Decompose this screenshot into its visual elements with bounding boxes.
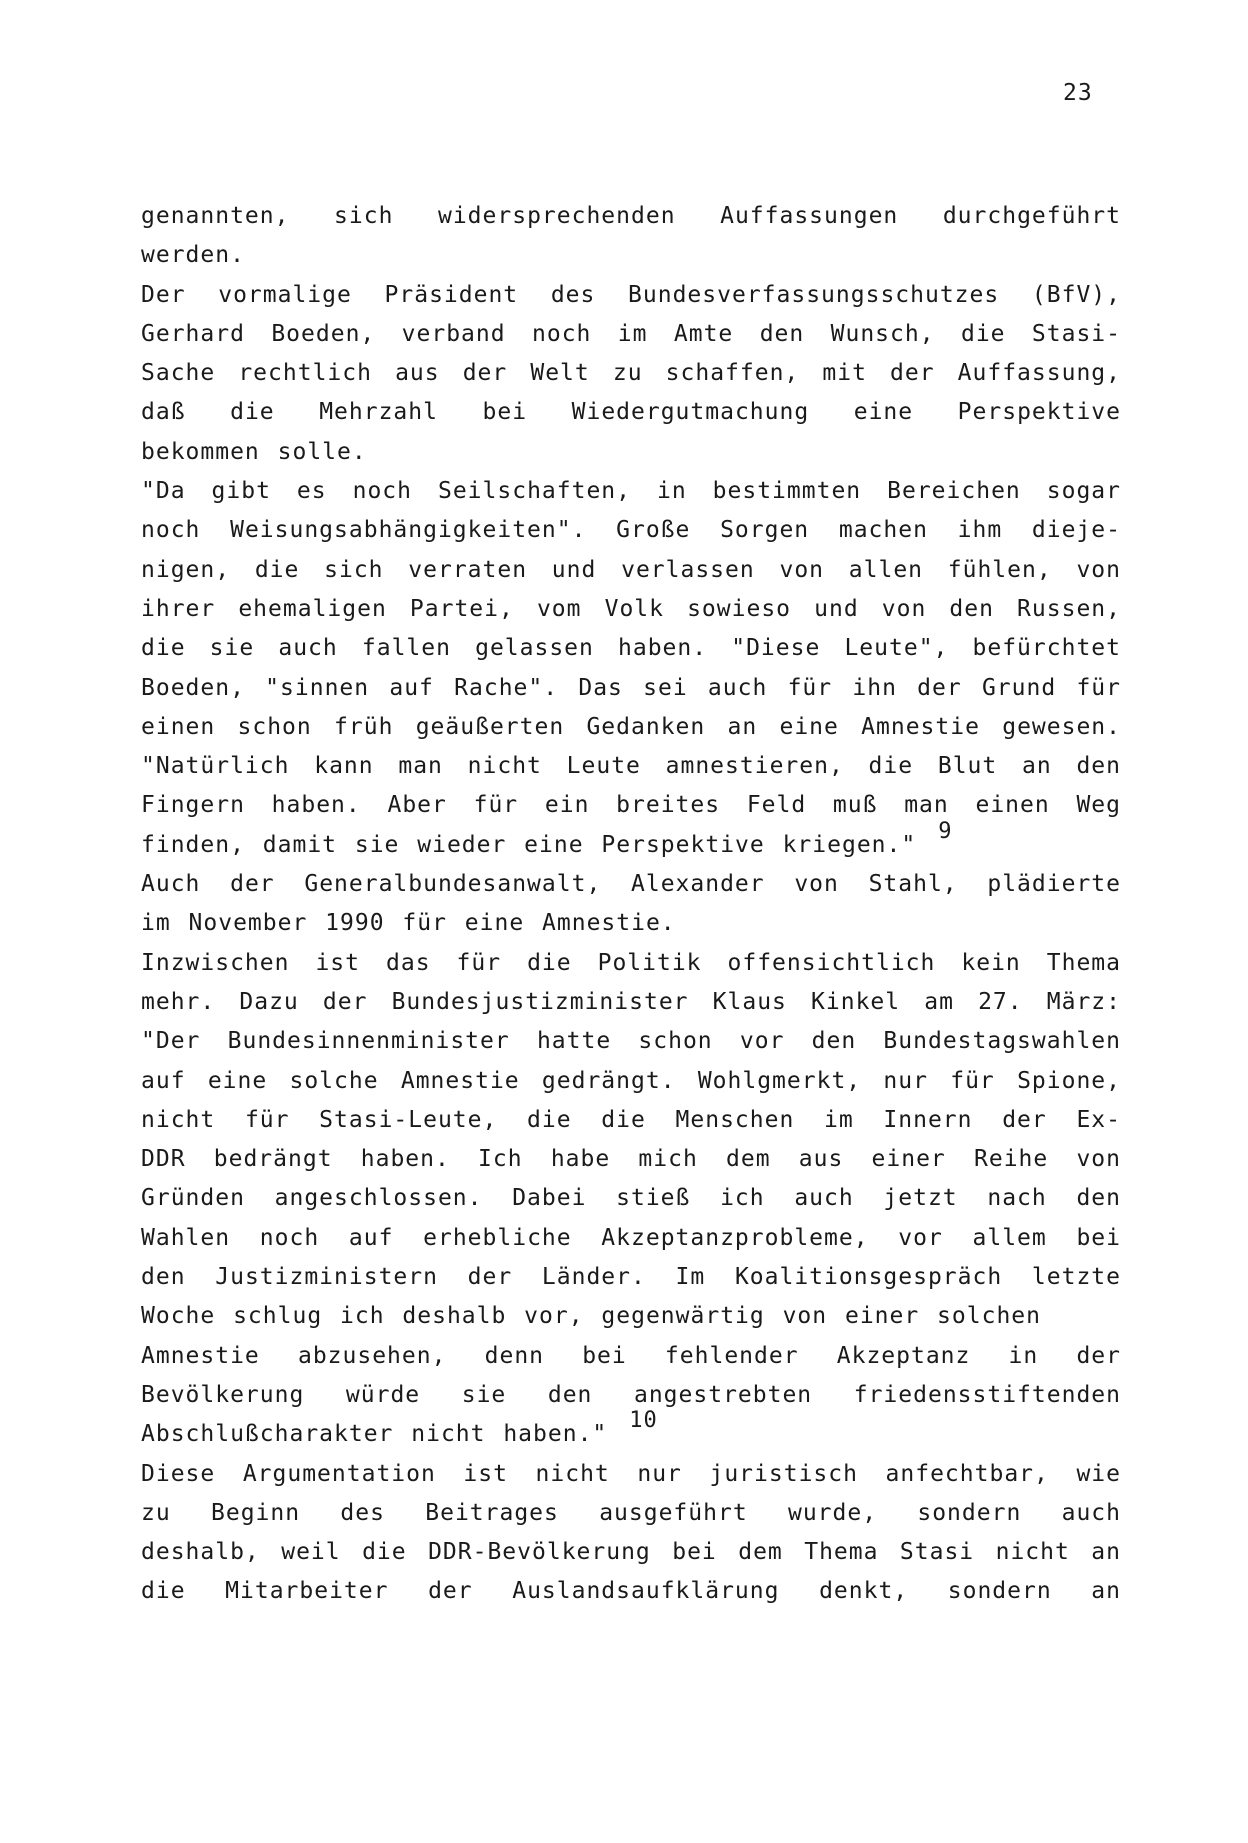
footnote-marker: 10	[629, 1408, 658, 1434]
text-line-content: noch Weisungsabhängigkeiten". Große Sorgen machen ihm dieje-	[141, 517, 1121, 544]
text-line	[141, 1140, 1121, 1179]
text-line	[141, 1101, 1121, 1140]
text-line-content: Gerhard Boeden, verband noch im Amte den Wunsch, die Stasi-	[141, 320, 1121, 347]
text-line	[141, 393, 1121, 432]
text-line	[141, 236, 1121, 275]
text-line-content: Gründen angeschlossen. Dabei stieß ich auch jetzt nach den	[141, 1185, 1121, 1212]
text-line	[141, 904, 1121, 943]
text-line-content: Sache rechtlich aus der Welt zu schaffen, mit der Auffassung,	[141, 360, 1121, 387]
text-line	[141, 629, 1121, 668]
text-line	[141, 865, 1121, 904]
text-line-content: bekommen solle.	[141, 438, 367, 465]
text-line-content: Diese Argumentation ist nicht nur juristisch anfechtbar, wie	[141, 1460, 1121, 1487]
text-line-content: nicht für Stasi-Leute, die die Menschen im Innern der Ex-	[141, 1106, 1121, 1133]
text-line	[141, 511, 1121, 550]
text-line-content: werden.	[141, 242, 245, 269]
text-line-content: Abschlußcharakter nicht haben."	[141, 1421, 608, 1448]
text-line-content: finden, damit sie wieder eine Perspektive kriegen."	[141, 831, 917, 858]
text-line	[141, 551, 1121, 590]
text-line-content: nigen, die sich verraten und verlassen von allen fühlen, von	[141, 556, 1121, 583]
text-line-content: deshalb, weil die DDR-Bevölkerung bei dem Thema Stasi nicht an	[141, 1539, 1121, 1566]
text-line	[141, 1022, 1121, 1061]
text-line	[141, 1533, 1121, 1572]
text-line	[141, 1572, 1121, 1611]
text-line-content: einen schon früh geäußerten Gedanken an eine Amnestie gewesen.	[141, 713, 1121, 740]
text-line-content: Wahlen noch auf erhebliche Akzeptanzprobleme, vor allem bei	[141, 1224, 1121, 1251]
body-text	[141, 197, 1121, 1612]
text-line-content: die Mitarbeiter der Auslandsaufklärung denkt, sondern an	[141, 1578, 1121, 1605]
text-line	[141, 354, 1121, 393]
text-line-content: im November 1990 für eine Amnestie.	[141, 910, 676, 937]
text-line	[141, 944, 1121, 983]
text-line-content: zu Beginn des Beitrages ausgeführt wurde, sondern auch	[141, 1499, 1121, 1526]
text-line-content: Amnestie abzusehen, denn bei fehlender Akzeptanz in der	[141, 1342, 1121, 1369]
text-line-content: ihrer ehemaligen Partei, vom Volk sowieso und von den Russen,	[141, 595, 1121, 622]
text-line	[141, 1179, 1121, 1218]
text-line-content: Boeden, "sinnen auf Rache". Das sei auch für ihn der Grund für	[141, 674, 1121, 701]
text-line	[141, 1408, 1121, 1454]
text-line-content: daß die Mehrzahl bei Wiedergutmachung eine Perspektive	[141, 399, 1121, 426]
text-line	[141, 786, 1121, 825]
text-line	[141, 1337, 1121, 1376]
text-line	[141, 1455, 1121, 1494]
text-line-content: den Justizministern der Länder. Im Koalitionsgespräch letzte	[141, 1264, 1121, 1291]
text-line-content: "Da gibt es noch Seilschaften, in bestimmten Bereichen sogar	[141, 478, 1121, 505]
page-number: 23	[1063, 80, 1093, 106]
text-line	[141, 669, 1121, 708]
text-line	[141, 590, 1121, 629]
text-line-content: Woche schlug ich deshalb vor, gegenwärtig von einer solchen	[141, 1303, 1041, 1330]
text-line-content: Bevölkerung würde sie den angestrebten friedensstiftenden	[141, 1381, 1121, 1408]
footnote-marker: 9	[938, 818, 953, 844]
text-line-content: die sie auch fallen gelassen haben. "Diese Leute", befürchtet	[141, 635, 1121, 662]
text-line	[141, 433, 1121, 472]
text-line	[141, 276, 1121, 315]
text-line	[141, 983, 1121, 1022]
text-line-content: genannten, sich widersprechenden Auffassungen durchgeführt	[141, 203, 1121, 229]
text-line	[141, 1258, 1121, 1297]
text-line	[141, 1219, 1121, 1258]
text-line	[141, 315, 1121, 354]
text-line	[141, 747, 1121, 786]
text-line-content: auf eine solche Amnestie gedrängt. Wohlgmerkt, nur für Spione,	[141, 1067, 1121, 1094]
text-line	[141, 197, 1121, 236]
text-line-content: "Natürlich kann man nicht Leute amnestieren, die Blut an den	[141, 753, 1121, 780]
text-line	[141, 1062, 1121, 1101]
text-line	[141, 708, 1121, 747]
text-line-content: Fingern haben. Aber für ein breites Feld muß man einen Weg	[141, 792, 1121, 819]
text-line	[141, 472, 1121, 511]
text-line-content: DDR bedrängt haben. Ich habe mich dem aus einer Reihe von	[141, 1146, 1121, 1173]
text-line	[141, 1494, 1121, 1533]
text-line	[141, 818, 1121, 865]
text-line-content: mehr. Dazu der Bundesjustizminister Klaus Kinkel am 27. März:	[141, 988, 1121, 1015]
text-line-content: Auch der Generalbundesanwalt, Alexander von Stahl, plädierte	[141, 871, 1121, 898]
text-line-content: Der vormalige Präsident des Bundesverfassungsschutzes (BfV),	[141, 281, 1121, 308]
text-line-content: Inzwischen ist das für die Politik offensichtlich kein Thema	[141, 949, 1121, 976]
text-line	[141, 1297, 1121, 1336]
text-line-content: "Der Bundesinnenminister hatte schon vor den Bundestagswahlen	[141, 1028, 1121, 1055]
